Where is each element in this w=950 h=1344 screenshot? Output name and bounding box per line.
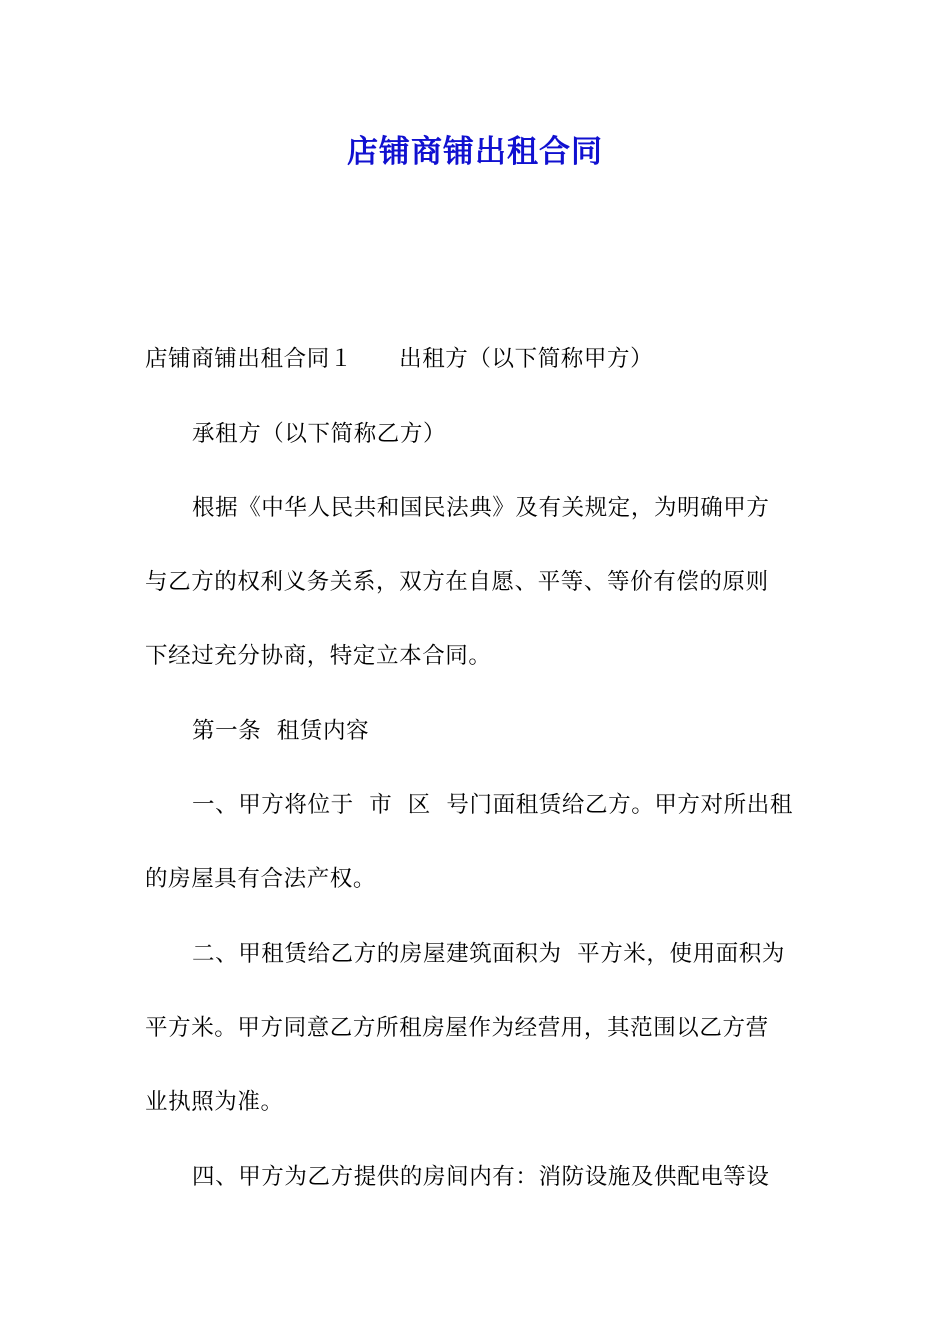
paragraph-line: 二、甲租赁给乙方的房屋建筑面积为 平方米，使用面积为 [192, 941, 786, 967]
paragraph-line: 的房屋具有合法产权。 [145, 866, 377, 892]
paragraph-line: 根据《中华人民共和国民法典》及有关规定，为明确甲方 [192, 495, 770, 521]
section-heading: 第一条 租赁内容 [192, 718, 370, 744]
paragraph-line: 与乙方的权利义务关系，双方在自愿、平等、等价有偿的原则 [145, 569, 769, 595]
paragraph-line: 平方米。甲方同意乙方所租房屋作为经营用，其范围以乙方营 [145, 1015, 769, 1041]
paragraph-line: 承租方（以下简称乙方） [192, 421, 447, 447]
paragraph-line: 业执照为准。 [145, 1089, 284, 1115]
paragraph-line: 店铺商铺出租合同１ 出租方（以下简称甲方） [145, 346, 654, 372]
paragraph-line: 一、甲方将位于 市 区 号门面租赁给乙方。甲方对所出租 [192, 792, 793, 818]
document-title: 店铺商铺出租合同 [347, 134, 603, 170]
paragraph-line: 下经过充分协商，特定立本合同。 [145, 643, 492, 669]
paragraph-line: 四、甲方为乙方提供的房间内有：消防设施及供配电等设 [192, 1164, 770, 1190]
